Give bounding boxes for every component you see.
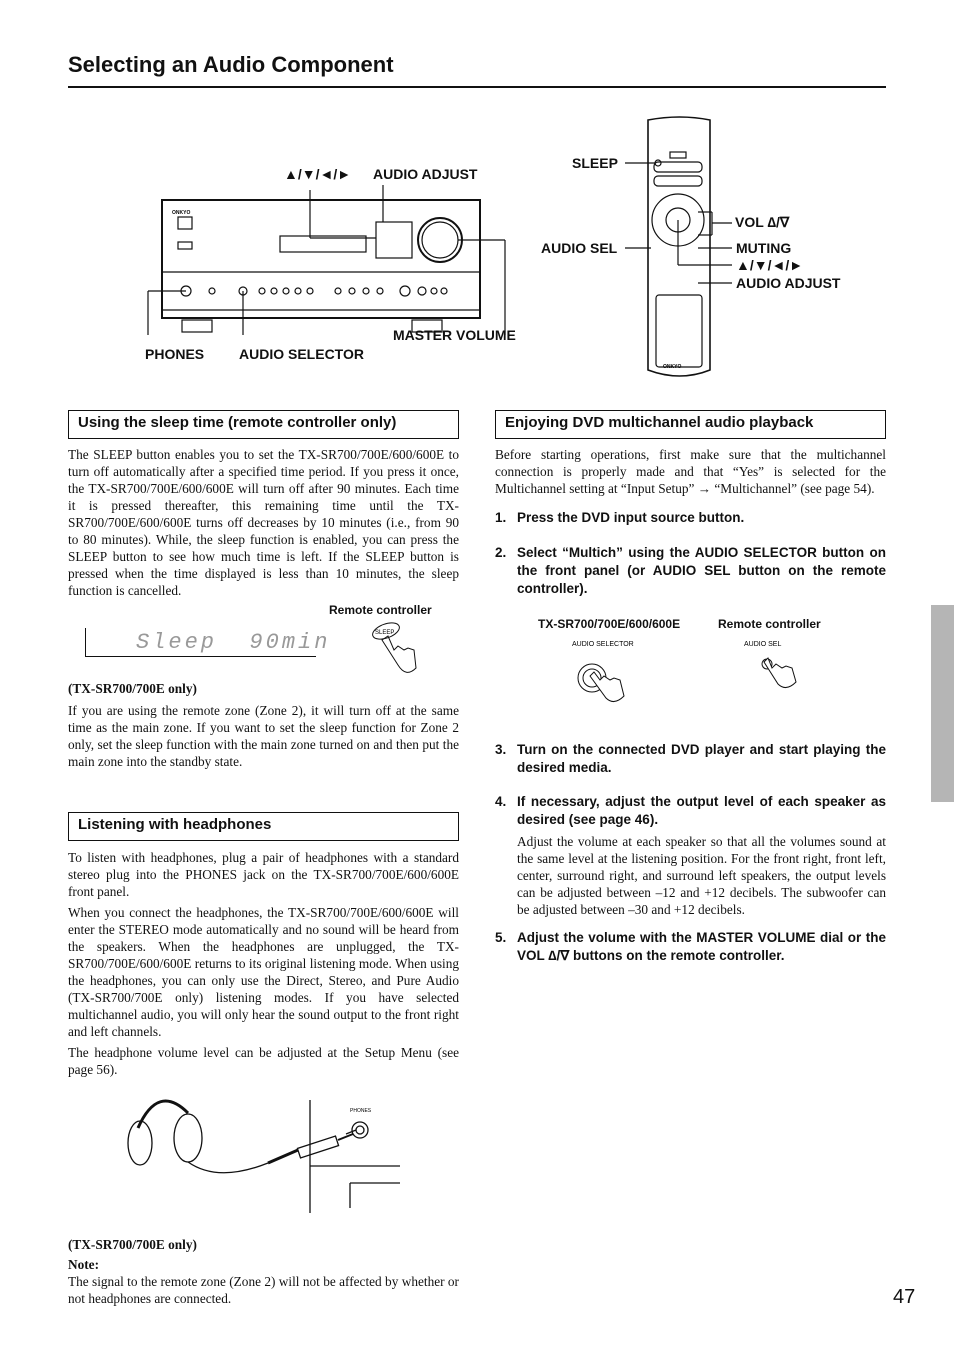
section-heading-headphones: Listening with headphones bbox=[68, 812, 459, 841]
step-text: Select “Multich” using the AUDIO SELECTOR button on the front panel (or AUDIO SEL button on the remote controller). bbox=[517, 545, 886, 596]
label-audio-adjust: AUDIO ADJUST bbox=[373, 166, 478, 182]
label-muting: MUTING bbox=[736, 240, 792, 256]
hand-pressing-sleep-icon bbox=[368, 620, 423, 680]
audio-selector-press-icon bbox=[570, 636, 640, 706]
step-1 bbox=[495, 509, 886, 527]
receiver-illustration bbox=[148, 185, 505, 335]
step-number: 1. bbox=[495, 510, 507, 525]
audio-sel-press-icon bbox=[742, 636, 812, 696]
fig-unit-label: TX-SR700/700E/600/600E bbox=[538, 617, 681, 631]
phones-jack-label: PHONES bbox=[350, 1108, 372, 1114]
unit-button-text: AUDIO SELECTOR bbox=[572, 641, 634, 648]
headphones-figure bbox=[118, 1088, 403, 1213]
step-2 bbox=[495, 544, 886, 598]
fig-remote-label: Remote controller bbox=[718, 617, 821, 631]
step-4-detail: Adjust the volume at each speaker so that all the volumes sound at the same level at the listening position. For the front right, front left, center, surround right, and surround left speakers, the output levels can be adjusted between –12 and +12 decibels. The subwoofer can be adjusted between –30 and +12 decibels. bbox=[517, 834, 886, 917]
label-sleep: SLEEP bbox=[572, 155, 618, 171]
label-remote-arrows: ▲/▼/◄/► bbox=[736, 257, 804, 273]
label-arrows: ▲/▼/◄/► bbox=[284, 166, 352, 182]
headphones-body bbox=[68, 849, 459, 1082]
note-label: Note: bbox=[68, 1257, 100, 1272]
step-4 bbox=[495, 793, 886, 829]
label-audio-selector: AUDIO SELECTOR bbox=[239, 346, 364, 362]
step-text: Adjust the volume with the MASTER VOLUME dial or the VOL ∆/∇ buttons on the remote controller. bbox=[517, 930, 886, 963]
chapter-tab bbox=[931, 605, 954, 802]
page-title: Selecting an Audio Component bbox=[68, 52, 394, 77]
paragraph: To listen with headphones, plug a pair of headphones with a standard stereo plug into the PHONES jack on the TX-SR700/700E/600/600E front panel. bbox=[68, 850, 459, 899]
note-body: The signal to the remote zone (Zone 2) will not be affected by whether or not headphones are connected. bbox=[68, 1274, 459, 1306]
label-remote-audio-adjust: AUDIO ADJUST bbox=[736, 275, 841, 291]
step-text: Press the DVD input source button. bbox=[517, 510, 745, 525]
title-rule bbox=[68, 86, 886, 88]
sleep-body: The SLEEP button enables you to set the TX-SR700/700E/600/600E to turn off automatically after a specified time period. If you press it once, the TX-SR700/700E/600/600E will turn off after 90 minutes. Each time it is pressed thereafter, this remaining time until the TX-SR700/700E/600/600E turns off decreases by 10 minutes (i.e., from 90 to 80 minutes). While, the sleep function is enabled, you can press the SLEEP button to see how much time is left. If the SLEEP button is pressed when the time displayed is less than 10 minutes, the sleep function is cancelled. bbox=[68, 447, 459, 598]
step-number: 2. bbox=[495, 545, 507, 560]
zone-heading-headphones: (TX-SR700/700E only) bbox=[68, 1237, 197, 1252]
step-text: If necessary, adjust the output level of each speaker as desired (see page 46). bbox=[517, 794, 886, 827]
section-heading-dvd: Enjoying DVD multichannel audio playback bbox=[495, 410, 886, 439]
step-3 bbox=[495, 741, 886, 777]
paragraph: The headphone volume level can be adjusted at the Setup Menu (see page 56). bbox=[68, 1045, 459, 1077]
step-text: Turn on the connected DVD player and start playing the desired media. bbox=[517, 742, 886, 775]
zone-heading-sleep: (TX-SR700/700E only) bbox=[68, 681, 197, 696]
remote-button-text: AUDIO SEL bbox=[744, 641, 782, 648]
remote-logo: ONKYO bbox=[663, 364, 682, 370]
step-number: 3. bbox=[495, 742, 507, 757]
label-vol: VOL ∆/∇ bbox=[735, 214, 790, 230]
remote-illustration bbox=[625, 117, 732, 376]
sleep-button-text: SLEEP bbox=[375, 630, 395, 636]
page-number: 47 bbox=[893, 1286, 916, 1308]
sleep-display bbox=[85, 628, 331, 657]
dvd-intro: Before starting operations, first make sure that the multichannel connection is properly made and that “Yes” is selected for the Multichannel setting at “Input Setup” → “Multichannel” (see page 54). bbox=[495, 447, 886, 496]
section-heading-sleep: Using the sleep time (remote controller only) bbox=[68, 410, 459, 439]
label-master-volume: MASTER VOLUME bbox=[393, 327, 516, 343]
remote-controller-label: Remote controller bbox=[329, 603, 432, 617]
step-number: 4. bbox=[495, 794, 507, 809]
zone-body-sleep: If you are using the remote zone (Zone 2), it will turn off at the same time as the main zone. If you want to set the sleep function for Zone 2 only, set the sleep function with the main zone turned on and then put the main zone into the standby state. bbox=[68, 703, 459, 769]
label-audio-sel: AUDIO SEL bbox=[541, 240, 618, 256]
step-5 bbox=[495, 929, 886, 965]
display-text: Sleep 90min bbox=[136, 630, 331, 655]
receiver-logo: ONKYO bbox=[172, 210, 191, 216]
paragraph: When you connect the headphones, the TX-SR700/700E/600/600E will enter the STEREO mode automatically and no sound will be heard from the speakers. When the headphones are unplugged, the TX-SR700/700E/600/600E returns to its original listening mode. When using the headphones, you can only use the Direct, Stereo, and Pure Audio (TX-SR700/700E only) listening modes. If you have selected multichannel audio, you will only hear the sound output to the front right and left channels. bbox=[68, 905, 459, 1039]
label-phones: PHONES bbox=[145, 346, 205, 362]
step-number: 5. bbox=[495, 930, 507, 945]
